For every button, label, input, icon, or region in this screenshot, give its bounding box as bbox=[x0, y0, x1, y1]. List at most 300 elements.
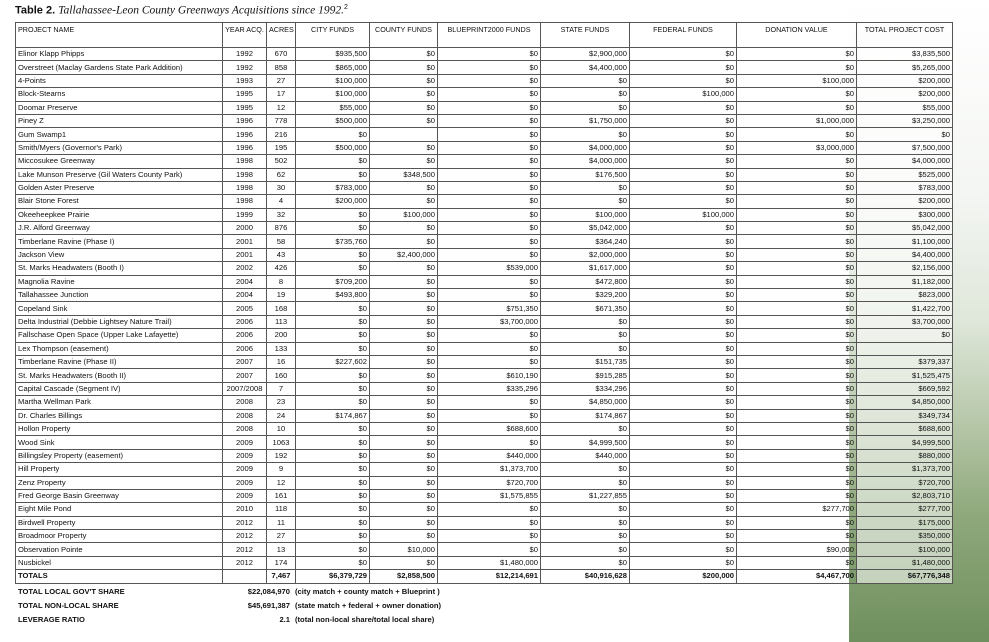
cell-city-funds: $500,000 bbox=[296, 114, 370, 127]
cell-donation-value: $0 bbox=[737, 248, 857, 261]
cell-county-funds: $0 bbox=[370, 222, 438, 235]
cell-blueprint-funds: $0 bbox=[438, 503, 541, 516]
cell-project-name: Magnolia Ravine bbox=[16, 275, 223, 288]
cell-state-funds: $0 bbox=[541, 128, 630, 141]
cell-donation-value: $0 bbox=[737, 302, 857, 315]
cell-federal-funds: $0 bbox=[630, 302, 737, 315]
cell-state-funds: $4,000,000 bbox=[541, 155, 630, 168]
cell-blueprint-funds: $0 bbox=[438, 516, 541, 529]
cell-total-cost: $1,373,700 bbox=[857, 463, 953, 476]
cell-total-cost: $350,000 bbox=[857, 530, 953, 543]
cell-acres: 8 bbox=[267, 275, 296, 288]
cell-project-name: Timberlane Ravine (Phase II) bbox=[16, 355, 223, 368]
header-federal-funds: FEDERAL FUNDS bbox=[630, 23, 737, 48]
cell-blueprint-funds: $0 bbox=[438, 168, 541, 181]
cell-year-acq: 2006 bbox=[223, 329, 267, 342]
cell-federal-funds: $0 bbox=[630, 155, 737, 168]
table-row bbox=[16, 114, 953, 127]
cell-project-name: Jackson View bbox=[16, 248, 223, 261]
table-row bbox=[16, 302, 953, 315]
cell-federal-funds: $0 bbox=[630, 128, 737, 141]
cell-year-acq: 1996 bbox=[223, 114, 267, 127]
cell-acres: 13 bbox=[267, 543, 296, 556]
table-row bbox=[16, 222, 953, 235]
cell-blueprint-funds: $610,190 bbox=[438, 369, 541, 382]
cell-county-funds: $0 bbox=[370, 289, 438, 302]
table-row bbox=[16, 141, 953, 154]
cell-state-funds: $1,750,000 bbox=[541, 114, 630, 127]
cell-year-acq: 2012 bbox=[223, 556, 267, 569]
cell-city-funds: $227,602 bbox=[296, 355, 370, 368]
cell-project-name: Dr. Charles Billings bbox=[16, 409, 223, 422]
cell-year-acq: 2012 bbox=[223, 516, 267, 529]
cell-federal-funds: $0 bbox=[630, 275, 737, 288]
cell-donation-value: $0 bbox=[737, 289, 857, 302]
cell-year-acq: 2007 bbox=[223, 355, 267, 368]
cell-project-name: Gum Swamp1 bbox=[16, 128, 223, 141]
cell-year-acq: 2008 bbox=[223, 422, 267, 435]
cell-donation-value: $90,000 bbox=[737, 543, 857, 556]
cell-county-funds: $0 bbox=[370, 476, 438, 489]
cell-state-funds: $440,000 bbox=[541, 449, 630, 462]
cell-blueprint-funds: $0 bbox=[438, 342, 541, 355]
cell-state-funds: $2,900,000 bbox=[541, 48, 630, 61]
cell-county-funds: $0 bbox=[370, 489, 438, 502]
cell-year-acq: 2005 bbox=[223, 302, 267, 315]
cell-project-name: Blair Stone Forest bbox=[16, 195, 223, 208]
cell-county-funds: $0 bbox=[370, 342, 438, 355]
table-row bbox=[16, 74, 953, 87]
cell-project-name: Martha Wellman Park bbox=[16, 396, 223, 409]
cell-donation-value: $0 bbox=[737, 556, 857, 569]
cell-county-funds: $0 bbox=[370, 315, 438, 328]
cell-donation-value: $0 bbox=[737, 369, 857, 382]
cell-project-name: J.R. Alford Greenway bbox=[16, 222, 223, 235]
cell-acres: 9 bbox=[267, 463, 296, 476]
cell-donation-value: $0 bbox=[737, 382, 857, 395]
cell-city-funds: $0 bbox=[296, 342, 370, 355]
cell-federal-funds: $0 bbox=[630, 449, 737, 462]
cell-federal-funds: $0 bbox=[630, 101, 737, 114]
cell-project-name: Miccosukee Greenway bbox=[16, 155, 223, 168]
cell-donation-value: $0 bbox=[737, 155, 857, 168]
cell-acres: 426 bbox=[267, 262, 296, 275]
cell-acres: 24 bbox=[267, 409, 296, 422]
table-row bbox=[16, 61, 953, 74]
cell-project-name: Fallschase Open Space (Upper Lake Lafayette) bbox=[16, 329, 223, 342]
cell-donation-value: $0 bbox=[737, 222, 857, 235]
cell-state-funds: $364,240 bbox=[541, 235, 630, 248]
total-acres: 7,467 bbox=[267, 570, 296, 583]
summary-leverage-ratio bbox=[15, 613, 515, 627]
cell-city-funds: $0 bbox=[296, 396, 370, 409]
cell-county-funds: $0 bbox=[370, 101, 438, 114]
cell-state-funds: $0 bbox=[541, 101, 630, 114]
table-row bbox=[16, 342, 953, 355]
table-caption: Tallahassee-Leon County Greenways Acquisitions since 1992. bbox=[58, 4, 345, 17]
cell-year-acq: 2006 bbox=[223, 315, 267, 328]
cell-donation-value: $277,700 bbox=[737, 503, 857, 516]
table-header bbox=[16, 23, 953, 48]
header-project-name: PROJECT NAME bbox=[16, 23, 223, 48]
cell-acres: 778 bbox=[267, 114, 296, 127]
table-row bbox=[16, 409, 953, 422]
footnote-marker: 2 bbox=[344, 4, 348, 11]
cell-total-cost: $0 bbox=[857, 329, 953, 342]
table-row bbox=[16, 88, 953, 101]
cell-project-name: Capital Cascade (Segment IV) bbox=[16, 382, 223, 395]
cell-county-funds: $0 bbox=[370, 463, 438, 476]
cell-project-name: Birdwell Property bbox=[16, 516, 223, 529]
cell-total-cost: $4,400,000 bbox=[857, 248, 953, 261]
cell-total-cost: $300,000 bbox=[857, 208, 953, 221]
cell-year-acq: 2004 bbox=[223, 289, 267, 302]
cell-total-cost: $4,850,000 bbox=[857, 396, 953, 409]
header-donation-value: DONATION VALUE bbox=[737, 23, 857, 48]
cell-project-name: Wood Sink bbox=[16, 436, 223, 449]
cell-acres: 4 bbox=[267, 195, 296, 208]
cell-total-cost: $2,156,000 bbox=[857, 262, 953, 275]
cell-blueprint-funds: $539,000 bbox=[438, 262, 541, 275]
cell-federal-funds: $0 bbox=[630, 342, 737, 355]
cell-project-name: Doomar Preserve bbox=[16, 101, 223, 114]
cell-city-funds: $0 bbox=[296, 155, 370, 168]
cell-blueprint-funds: $0 bbox=[438, 248, 541, 261]
table-row bbox=[16, 463, 953, 476]
table-row bbox=[16, 315, 953, 328]
cell-acres: 160 bbox=[267, 369, 296, 382]
cell-city-funds: $0 bbox=[296, 422, 370, 435]
summary-value: $22,084,970 bbox=[247, 587, 290, 596]
cell-project-name: St. Marks Headwaters (Booth II) bbox=[16, 369, 223, 382]
cell-federal-funds: $0 bbox=[630, 530, 737, 543]
cell-blueprint-funds: $0 bbox=[438, 396, 541, 409]
cell-state-funds: $0 bbox=[541, 315, 630, 328]
cell-city-funds: $0 bbox=[296, 315, 370, 328]
cell-county-funds: $0 bbox=[370, 556, 438, 569]
cell-blueprint-funds: $3,700,000 bbox=[438, 315, 541, 328]
cell-acres: 27 bbox=[267, 74, 296, 87]
cell-project-name: Delta Industrial (Debbie Lightsey Nature Trail) bbox=[16, 315, 223, 328]
summary-note: (state match + federal + owner donation) bbox=[295, 601, 441, 610]
cell-total-cost: $525,000 bbox=[857, 168, 953, 181]
cell-city-funds: $500,000 bbox=[296, 141, 370, 154]
cell-state-funds: $176,500 bbox=[541, 168, 630, 181]
table-row bbox=[16, 436, 953, 449]
cell-total-cost: $55,000 bbox=[857, 101, 953, 114]
cell-donation-value: $1,000,000 bbox=[737, 114, 857, 127]
cell-acres: 858 bbox=[267, 61, 296, 74]
cell-year-acq: 1993 bbox=[223, 74, 267, 87]
cell-project-name: Tallahassee Junction bbox=[16, 289, 223, 302]
cell-federal-funds: $0 bbox=[630, 556, 737, 569]
cell-city-funds: $0 bbox=[296, 463, 370, 476]
cell-state-funds: $0 bbox=[541, 463, 630, 476]
cell-federal-funds: $0 bbox=[630, 48, 737, 61]
table-row bbox=[16, 128, 953, 141]
cell-county-funds: $0 bbox=[370, 195, 438, 208]
total-county-funds: $2,858,500 bbox=[370, 570, 438, 583]
cell-county-funds: $0 bbox=[370, 48, 438, 61]
summary-value: 2.1 bbox=[279, 615, 290, 624]
cell-city-funds: $865,000 bbox=[296, 61, 370, 74]
cell-project-name: Piney Z bbox=[16, 114, 223, 127]
cell-total-cost: $349,734 bbox=[857, 409, 953, 422]
cell-county-funds: $0 bbox=[370, 235, 438, 248]
table-row bbox=[16, 289, 953, 302]
cell-year-acq: 2007/2008 bbox=[223, 382, 267, 395]
table-row bbox=[16, 516, 953, 529]
cell-total-cost: $3,835,500 bbox=[857, 48, 953, 61]
cell-blueprint-funds: $0 bbox=[438, 114, 541, 127]
cell-year-acq: 1998 bbox=[223, 155, 267, 168]
cell-federal-funds: $0 bbox=[630, 476, 737, 489]
cell-acres: 133 bbox=[267, 342, 296, 355]
cell-year-acq: 1998 bbox=[223, 181, 267, 194]
cell-year-acq: 2009 bbox=[223, 489, 267, 502]
cell-acres: 19 bbox=[267, 289, 296, 302]
summary-label: LEVERAGE RATIO bbox=[18, 615, 85, 624]
cell-blueprint-funds: $1,373,700 bbox=[438, 463, 541, 476]
cell-total-cost: $5,042,000 bbox=[857, 222, 953, 235]
cell-acres: 30 bbox=[267, 181, 296, 194]
cell-project-name: Timberlane Ravine (Phase I) bbox=[16, 235, 223, 248]
cell-county-funds: $0 bbox=[370, 302, 438, 315]
table-row bbox=[16, 396, 953, 409]
cell-project-name: Fred George Basin Greenway bbox=[16, 489, 223, 502]
cell-county-funds: $0 bbox=[370, 449, 438, 462]
cell-county-funds: $0 bbox=[370, 355, 438, 368]
cell-state-funds: $0 bbox=[541, 342, 630, 355]
cell-total-cost: $3,250,000 bbox=[857, 114, 953, 127]
cell-project-name: Nusbickel bbox=[16, 556, 223, 569]
table-row bbox=[16, 476, 953, 489]
cell-total-cost: $200,000 bbox=[857, 195, 953, 208]
cell-blueprint-funds: $0 bbox=[438, 289, 541, 302]
cell-state-funds: $4,999,500 bbox=[541, 436, 630, 449]
cell-county-funds: $0 bbox=[370, 516, 438, 529]
cell-county-funds: $0 bbox=[370, 382, 438, 395]
cell-donation-value: $0 bbox=[737, 61, 857, 74]
cell-county-funds: $100,000 bbox=[370, 208, 438, 221]
cell-project-name: Block-Stearns bbox=[16, 88, 223, 101]
cell-year-acq: 2012 bbox=[223, 543, 267, 556]
cell-county-funds: $0 bbox=[370, 262, 438, 275]
cell-county-funds: $348,500 bbox=[370, 168, 438, 181]
table-label: Table 2. bbox=[15, 4, 56, 17]
header-row bbox=[16, 23, 953, 48]
cell-county-funds: $0 bbox=[370, 181, 438, 194]
cell-total-cost: $669,592 bbox=[857, 382, 953, 395]
cell-blueprint-funds: $335,296 bbox=[438, 382, 541, 395]
cell-city-funds: $100,000 bbox=[296, 88, 370, 101]
cell-total-cost: $4,999,500 bbox=[857, 436, 953, 449]
cell-blueprint-funds: $0 bbox=[438, 275, 541, 288]
cell-project-name: St. Marks Headwaters (Booth I) bbox=[16, 262, 223, 275]
cell-blueprint-funds: $720,700 bbox=[438, 476, 541, 489]
cell-total-cost: $2,803,710 bbox=[857, 489, 953, 502]
table-row bbox=[16, 48, 953, 61]
cell-federal-funds: $0 bbox=[630, 409, 737, 422]
cell-state-funds: $0 bbox=[541, 516, 630, 529]
cell-donation-value: $0 bbox=[737, 409, 857, 422]
table-row bbox=[16, 248, 953, 261]
cell-year-acq: 2009 bbox=[223, 476, 267, 489]
cell-acres: 174 bbox=[267, 556, 296, 569]
cell-county-funds bbox=[370, 128, 438, 141]
cell-state-funds: $0 bbox=[541, 543, 630, 556]
cell-federal-funds: $0 bbox=[630, 382, 737, 395]
cell-county-funds: $0 bbox=[370, 369, 438, 382]
cell-state-funds: $0 bbox=[541, 74, 630, 87]
cell-year-acq: 2004 bbox=[223, 275, 267, 288]
cell-acres: 195 bbox=[267, 141, 296, 154]
table-row bbox=[16, 168, 953, 181]
header-county-funds: COUNTY FUNDS bbox=[370, 23, 438, 48]
cell-total-cost: $277,700 bbox=[857, 503, 953, 516]
cell-county-funds: $0 bbox=[370, 88, 438, 101]
cell-total-cost: $720,700 bbox=[857, 476, 953, 489]
header-acres: ACRES bbox=[267, 23, 296, 48]
cell-federal-funds: $0 bbox=[630, 262, 737, 275]
cell-donation-value: $0 bbox=[737, 449, 857, 462]
cell-city-funds: $0 bbox=[296, 543, 370, 556]
cell-acres: 43 bbox=[267, 248, 296, 261]
cell-acres: 11 bbox=[267, 516, 296, 529]
cell-blueprint-funds: $0 bbox=[438, 181, 541, 194]
cell-year-acq: 1996 bbox=[223, 141, 267, 154]
table-row bbox=[16, 369, 953, 382]
cell-federal-funds: $0 bbox=[630, 503, 737, 516]
cell-county-funds: $0 bbox=[370, 396, 438, 409]
total-total-cost: $67,776,348 bbox=[857, 570, 953, 583]
cell-total-cost: $1,525,475 bbox=[857, 369, 953, 382]
cell-year-acq: 1992 bbox=[223, 48, 267, 61]
total-donation-value: $4,467,700 bbox=[737, 570, 857, 583]
cell-county-funds: $0 bbox=[370, 275, 438, 288]
cell-project-name: Golden Aster Preserve bbox=[16, 181, 223, 194]
cell-county-funds: $0 bbox=[370, 329, 438, 342]
cell-acres: 10 bbox=[267, 422, 296, 435]
cell-state-funds: $5,042,000 bbox=[541, 222, 630, 235]
table-row bbox=[16, 530, 953, 543]
total-year-acq bbox=[223, 570, 267, 583]
header-city-funds: CITY FUNDS bbox=[296, 23, 370, 48]
table-row bbox=[16, 329, 953, 342]
cell-city-funds: $0 bbox=[296, 489, 370, 502]
cell-city-funds: $0 bbox=[296, 476, 370, 489]
cell-federal-funds: $100,000 bbox=[630, 208, 737, 221]
cell-state-funds: $0 bbox=[541, 422, 630, 435]
cell-federal-funds: $0 bbox=[630, 74, 737, 87]
cell-project-name: Hollon Property bbox=[16, 422, 223, 435]
cell-state-funds: $334,296 bbox=[541, 382, 630, 395]
cell-year-acq: 1992 bbox=[223, 61, 267, 74]
cell-project-name: Observation Pointe bbox=[16, 543, 223, 556]
cell-donation-value: $0 bbox=[737, 128, 857, 141]
cell-year-acq: 1995 bbox=[223, 88, 267, 101]
cell-total-cost: $7,500,000 bbox=[857, 141, 953, 154]
cell-city-funds: $735,760 bbox=[296, 235, 370, 248]
cell-state-funds: $0 bbox=[541, 530, 630, 543]
summary-label: TOTAL NON-LOCAL SHARE bbox=[18, 601, 119, 610]
cell-acres: 670 bbox=[267, 48, 296, 61]
table-row bbox=[16, 489, 953, 502]
cell-acres: 118 bbox=[267, 503, 296, 516]
cell-city-funds: $0 bbox=[296, 248, 370, 261]
table-row bbox=[16, 449, 953, 462]
cell-blueprint-funds: $0 bbox=[438, 409, 541, 422]
total-state-funds: $40,916,628 bbox=[541, 570, 630, 583]
cell-total-cost: $1,182,000 bbox=[857, 275, 953, 288]
cell-city-funds: $0 bbox=[296, 302, 370, 315]
cell-federal-funds: $0 bbox=[630, 369, 737, 382]
cell-state-funds: $0 bbox=[541, 476, 630, 489]
cell-blueprint-funds: $0 bbox=[438, 74, 541, 87]
cell-year-acq: 2012 bbox=[223, 530, 267, 543]
cell-state-funds: $0 bbox=[541, 181, 630, 194]
cell-donation-value: $0 bbox=[737, 262, 857, 275]
cell-donation-value: $0 bbox=[737, 88, 857, 101]
cell-blueprint-funds: $0 bbox=[438, 141, 541, 154]
cell-blueprint-funds: $0 bbox=[438, 128, 541, 141]
cell-state-funds: $4,850,000 bbox=[541, 396, 630, 409]
cell-state-funds: $0 bbox=[541, 503, 630, 516]
cell-acres: 16 bbox=[267, 355, 296, 368]
summary-label: TOTAL LOCAL GOV'T SHARE bbox=[18, 587, 125, 596]
cell-donation-value: $0 bbox=[737, 422, 857, 435]
cell-total-cost: $100,000 bbox=[857, 543, 953, 556]
cell-city-funds: $0 bbox=[296, 369, 370, 382]
cell-city-funds: $0 bbox=[296, 530, 370, 543]
cell-donation-value: $0 bbox=[737, 208, 857, 221]
summary-local-share bbox=[15, 585, 515, 599]
cell-federal-funds: $0 bbox=[630, 329, 737, 342]
table-row bbox=[16, 101, 953, 114]
cell-federal-funds: $0 bbox=[630, 355, 737, 368]
cell-year-acq: 2010 bbox=[223, 503, 267, 516]
table-row bbox=[16, 275, 953, 288]
table-row bbox=[16, 208, 953, 221]
cell-total-cost: $1,480,000 bbox=[857, 556, 953, 569]
cell-total-cost: $175,000 bbox=[857, 516, 953, 529]
cell-project-name: Billingsley Property (easement) bbox=[16, 449, 223, 462]
cell-donation-value: $100,000 bbox=[737, 74, 857, 87]
cell-city-funds: $200,000 bbox=[296, 195, 370, 208]
cell-donation-value: $0 bbox=[737, 463, 857, 476]
cell-state-funds: $2,000,000 bbox=[541, 248, 630, 261]
cell-blueprint-funds: $0 bbox=[438, 222, 541, 235]
cell-acres: 200 bbox=[267, 329, 296, 342]
cell-year-acq: 2007 bbox=[223, 369, 267, 382]
cell-blueprint-funds: $0 bbox=[438, 235, 541, 248]
cell-federal-funds: $0 bbox=[630, 181, 737, 194]
cell-project-name: Eight Mile Pond bbox=[16, 503, 223, 516]
header-year: YEAR ACQ. bbox=[223, 23, 267, 48]
cell-blueprint-funds: $688,600 bbox=[438, 422, 541, 435]
cell-donation-value: $0 bbox=[737, 195, 857, 208]
cell-city-funds: $0 bbox=[296, 128, 370, 141]
cell-blueprint-funds: $0 bbox=[438, 88, 541, 101]
cell-county-funds: $0 bbox=[370, 114, 438, 127]
cell-total-cost: $0 bbox=[857, 128, 953, 141]
cell-donation-value: $0 bbox=[737, 48, 857, 61]
cell-county-funds: $0 bbox=[370, 61, 438, 74]
cell-city-funds: $0 bbox=[296, 222, 370, 235]
cell-year-acq: 2009 bbox=[223, 449, 267, 462]
table-row bbox=[16, 422, 953, 435]
cell-acres: 58 bbox=[267, 235, 296, 248]
